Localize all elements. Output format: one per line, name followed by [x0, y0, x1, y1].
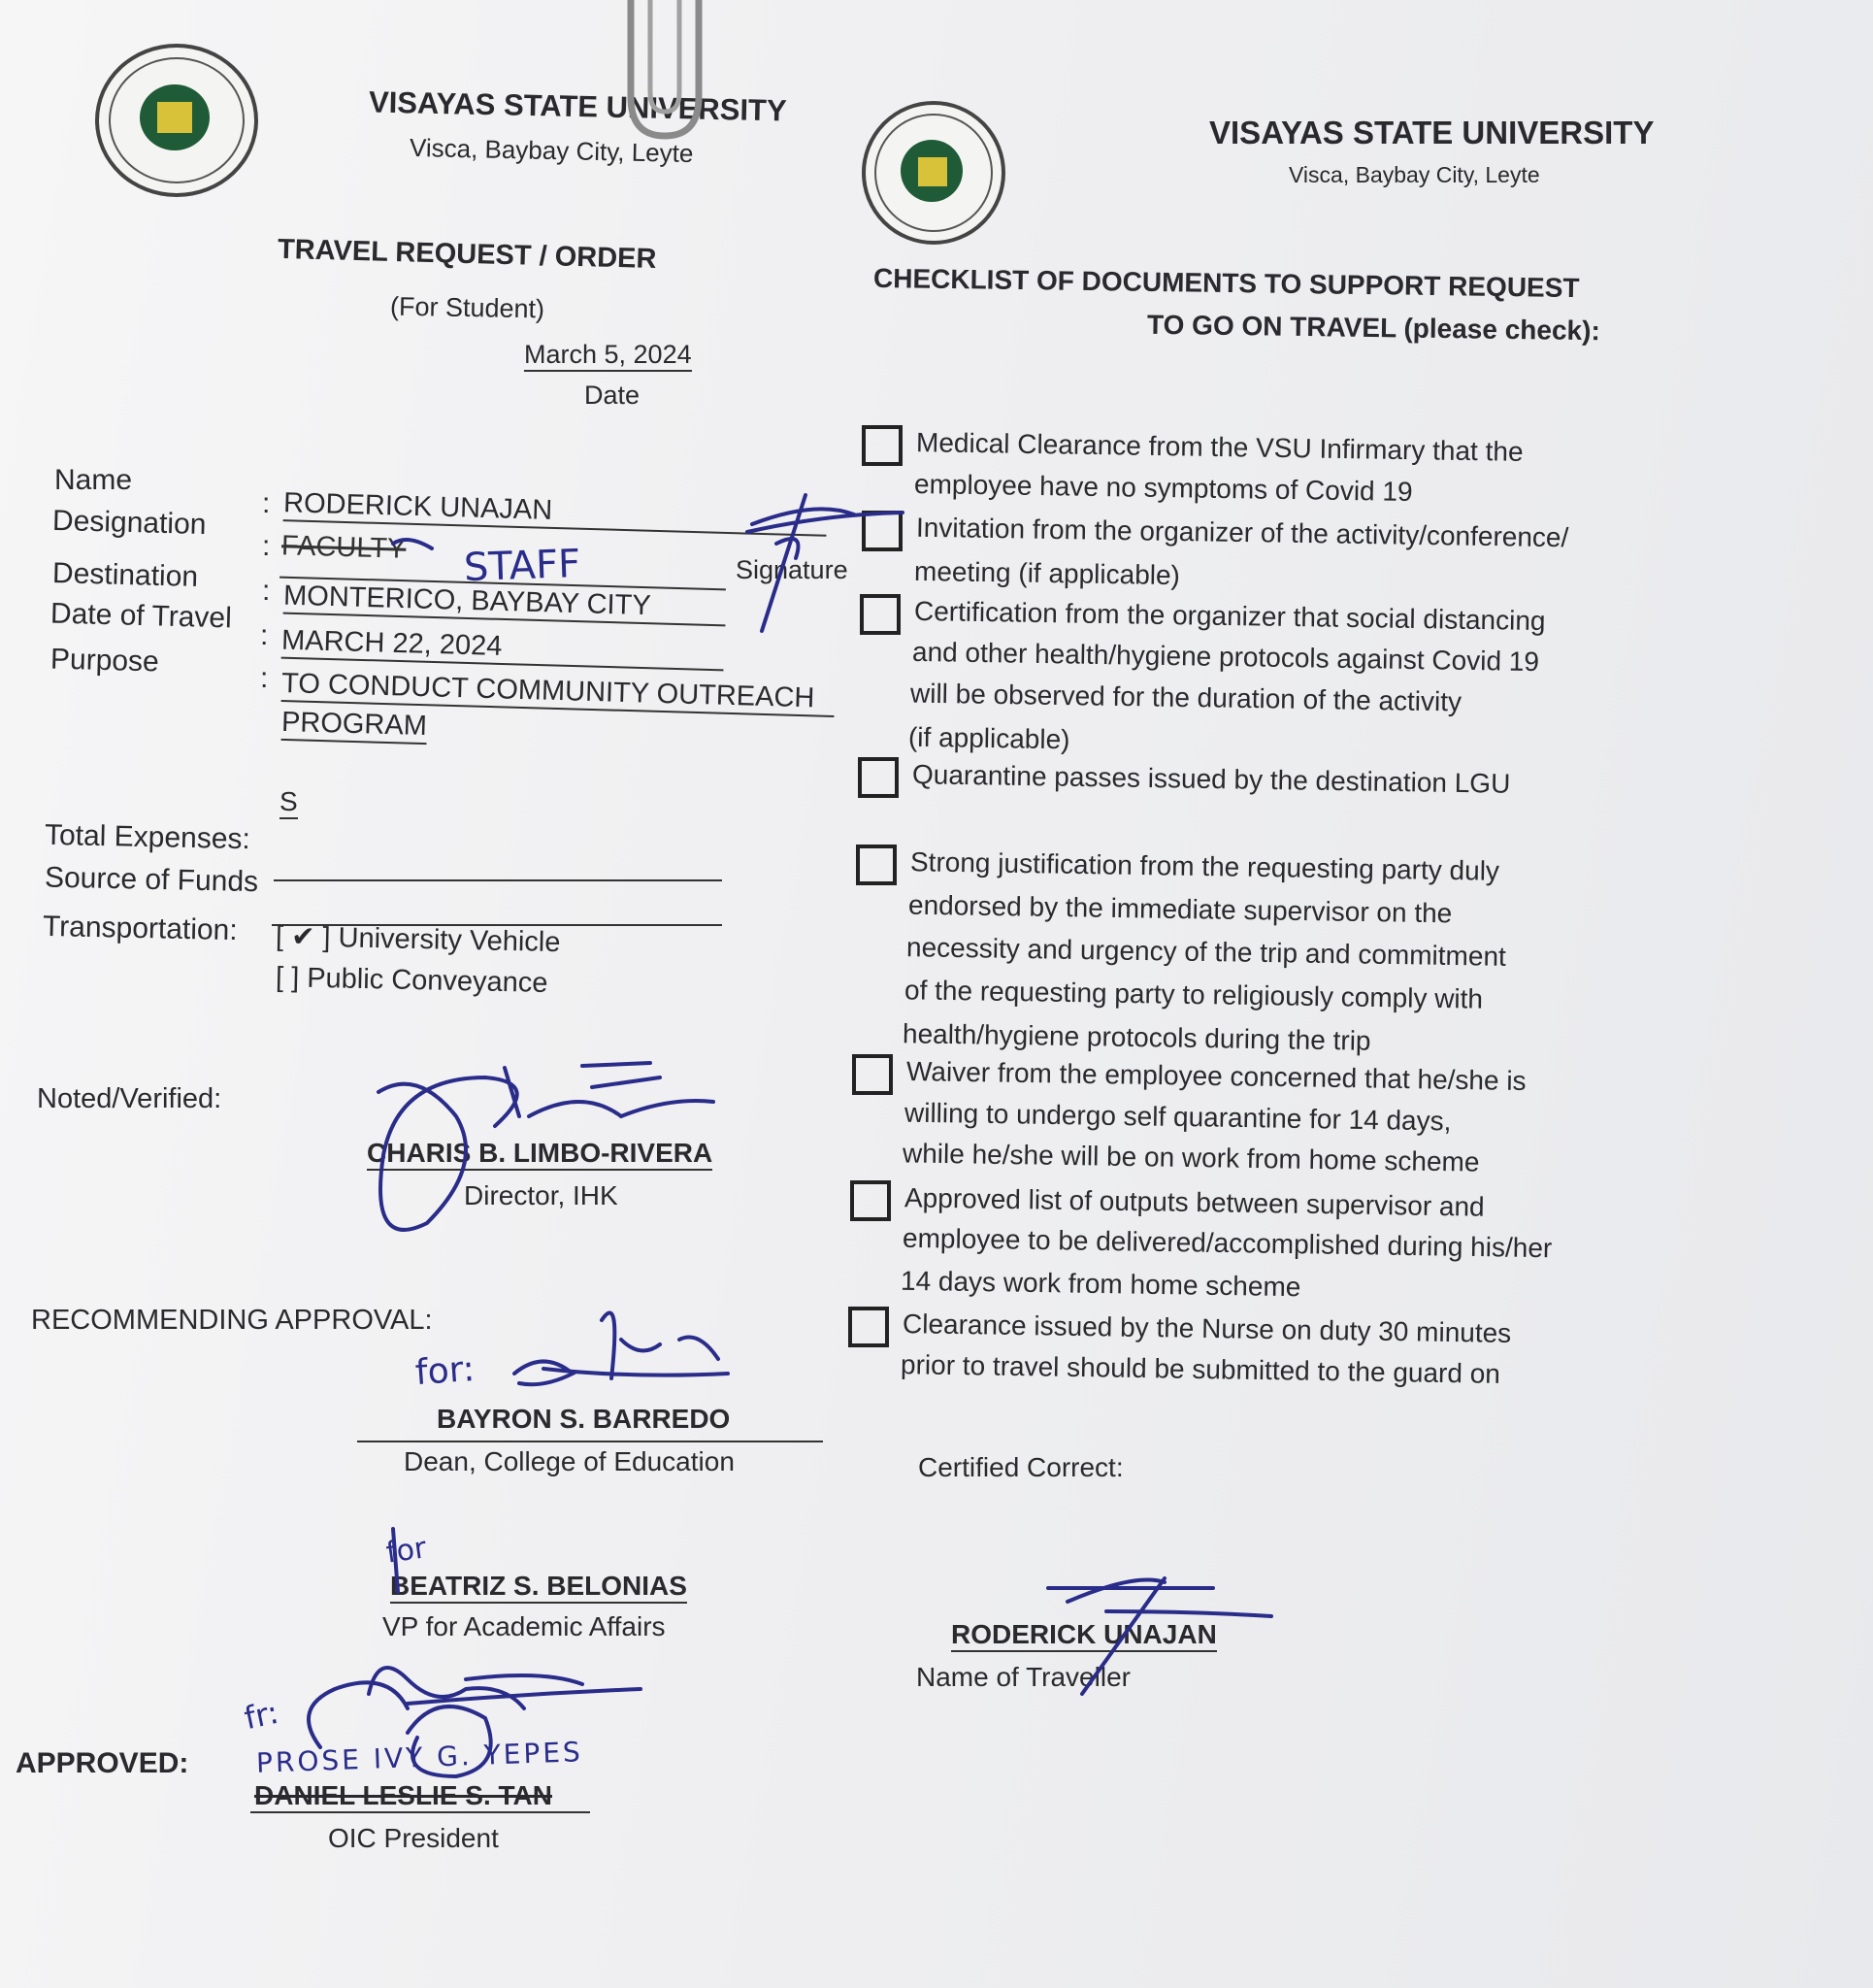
checklist-item-text: necessity and urgency of the trip and commitment [905, 932, 1507, 972]
checklist-checkbox[interactable] [856, 845, 897, 885]
checklist-item-text: employee to be delivered/accomplished during his/her [902, 1222, 1553, 1264]
approved-handwritten-name: PROSE IVY G. YEPES [255, 1736, 584, 1779]
rec1-for-handwritten: for: [413, 1348, 476, 1394]
traveller-name: RODERICK UNAJAN [951, 1619, 1217, 1652]
date-of-travel-value: MARCH 22, 2024 [281, 625, 725, 672]
rec1-signature-mark [514, 1313, 728, 1385]
checklist-item-text: Approved list of outputs between supervisor and [904, 1182, 1485, 1222]
rec2-signatory-title: VP for Academic Affairs [382, 1611, 666, 1641]
checklist-item-text: Clearance issued by the Nurse on duty 30 minutes [902, 1309, 1512, 1348]
date-of-travel-label: Date of Travel [49, 597, 233, 635]
checklist-item-text: health/hygiene protocols during the trip [902, 1018, 1371, 1056]
rec1-signature-line [357, 1441, 823, 1442]
approved-signatory-name-struck: DANIEL LESLIE S. TAN [254, 1780, 552, 1810]
approved-signatory-title: OIC President [328, 1823, 499, 1853]
checklist-title-line2: TO GO ON TRAVEL (please check): [1146, 309, 1600, 347]
checklist-checkbox[interactable] [858, 757, 899, 798]
noted-verified-label: Noted/Verified: [37, 1083, 222, 1114]
university-name-left: VISAYAS STATE UNIVERSITY [368, 84, 788, 128]
university-location-right: Visca, Baybay City, Leyte [1289, 162, 1540, 187]
checklist-checkbox[interactable] [862, 425, 903, 466]
total-expenses-label: Total Expenses: [44, 818, 251, 856]
checklist-item-text: will be observed for the duration of the activity [909, 678, 1462, 717]
traveller-caption: Name of Traveller [916, 1662, 1131, 1692]
checklist-item-text: Quarantine passes issued by the destination LGU [911, 759, 1511, 799]
approved-for-handwritten: fr: [241, 1693, 282, 1738]
checklist-item-text: Certification from the organizer that social distancing [913, 595, 1546, 637]
purpose-label: Purpose [49, 643, 160, 679]
rec1-signatory-title: Dean, College of Education [404, 1446, 735, 1476]
designation-struck-value: FACULTY [280, 530, 407, 565]
signature-label: Signature [736, 555, 848, 584]
colon: : [260, 662, 269, 694]
form-date-value: March 5, 2024 [524, 340, 692, 372]
checklist-item-text: 14 days work from home scheme [900, 1265, 1301, 1303]
transport-unchecked-mark: [ ] [275, 962, 300, 994]
name-value: RODERICK UNAJAN [283, 487, 828, 537]
checklist-item-text: willing to undergo self quarantine for 14 days, [904, 1097, 1452, 1137]
rec1-signatory-name: BAYRON S. BARREDO [437, 1404, 731, 1434]
approved-label: APPROVED: [16, 1747, 189, 1779]
checklist-checkbox[interactable] [848, 1307, 889, 1347]
transport-checked-mark: [ ✔ ] [275, 920, 331, 954]
checklist-item-text: of the requesting party to religiously comply with [904, 975, 1484, 1014]
university-name-right: VISAYAS STATE UNIVERSITY [1209, 115, 1655, 150]
colon: : [262, 575, 271, 607]
checklist-item-text: and other health/hygiene protocols against Covid 19 [911, 636, 1540, 678]
name-label: Name [54, 464, 133, 496]
colon: : [262, 530, 271, 562]
rec2-signatory-name: BEATRIZ S. BELONIAS [390, 1571, 687, 1604]
designation-label: Designation [51, 504, 207, 542]
recommending-approval-label: RECOMMENDING APPROVAL: [31, 1305, 433, 1336]
noted-signatory-name: CHARIS B. LIMBO-RIVERA [367, 1138, 712, 1171]
checklist-item-text: Invitation from the organizer of the activity/conference/ [915, 512, 1569, 553]
checklist-item-text: employee have no symptoms of Covid 19 [913, 468, 1413, 508]
s-mark: S [279, 786, 298, 819]
checklist-item-text: endorsed by the immediate supervisor on the [907, 889, 1453, 929]
transport-option-label: University Vehicle [338, 922, 561, 959]
destination-label: Destination [51, 557, 199, 593]
total-expenses-line [274, 879, 722, 881]
checklist-checkbox[interactable] [860, 594, 901, 635]
transportation-label: Transportation: [42, 910, 238, 947]
rec2-for-handwritten: for [383, 1531, 429, 1571]
checklist-item-text: while he/she will be on work from home scheme [902, 1138, 1480, 1177]
form-subtitle: (For Student) [389, 291, 545, 324]
checklist-checkbox[interactable] [862, 511, 903, 551]
checklist-item-text: prior to travel should be submitted to the guard on [900, 1349, 1501, 1389]
colon: : [262, 487, 271, 519]
purpose-value-line2: PROGRAM [281, 707, 428, 745]
source-of-funds-label: Source of Funds [44, 861, 259, 899]
university-seal-right [862, 101, 1005, 245]
checklist-item-text: Waiver from the employee concerned that he/she is [905, 1055, 1527, 1097]
checklist-item-text: Medical Clearance from the VSU Infirmary that the [915, 427, 1524, 467]
transport-option-public-conveyance [276, 962, 548, 1000]
form-title: TRAVEL REQUEST / ORDER [277, 233, 657, 276]
designation-handwritten-value: STAFF [463, 541, 581, 591]
transport-option-university-vehicle [276, 919, 561, 959]
checklist-title-line1: CHECKLIST OF DOCUMENTS TO SUPPORT REQUEST [872, 262, 1580, 304]
checklist-item-text: Strong justification from the requesting party duly [909, 846, 1500, 886]
checklist-item-text: (if applicable) [907, 721, 1070, 755]
checklist-checkbox[interactable] [850, 1180, 891, 1221]
university-location-left: Visca, Baybay City, Leyte [409, 132, 694, 169]
noted-signatory-title: Director, IHK [464, 1180, 618, 1210]
purpose-value-line1: TO CONDUCT COMMUNITY OUTREACH [281, 668, 836, 717]
form-date-label: Date [584, 381, 641, 410]
paper-clip-icon [592, 0, 728, 155]
checklist-item-text: meeting (if applicable) [913, 555, 1181, 591]
certified-correct-label: Certified Correct: [918, 1452, 1124, 1482]
destination-value: MONTERICO, BAYBAY CITY [283, 580, 727, 627]
checklist-checkbox[interactable] [852, 1054, 893, 1095]
colon: : [260, 619, 269, 651]
transport-option-label: Public Conveyance [306, 962, 548, 999]
university-seal-left [95, 44, 258, 197]
approved-signature-line [250, 1811, 590, 1813]
